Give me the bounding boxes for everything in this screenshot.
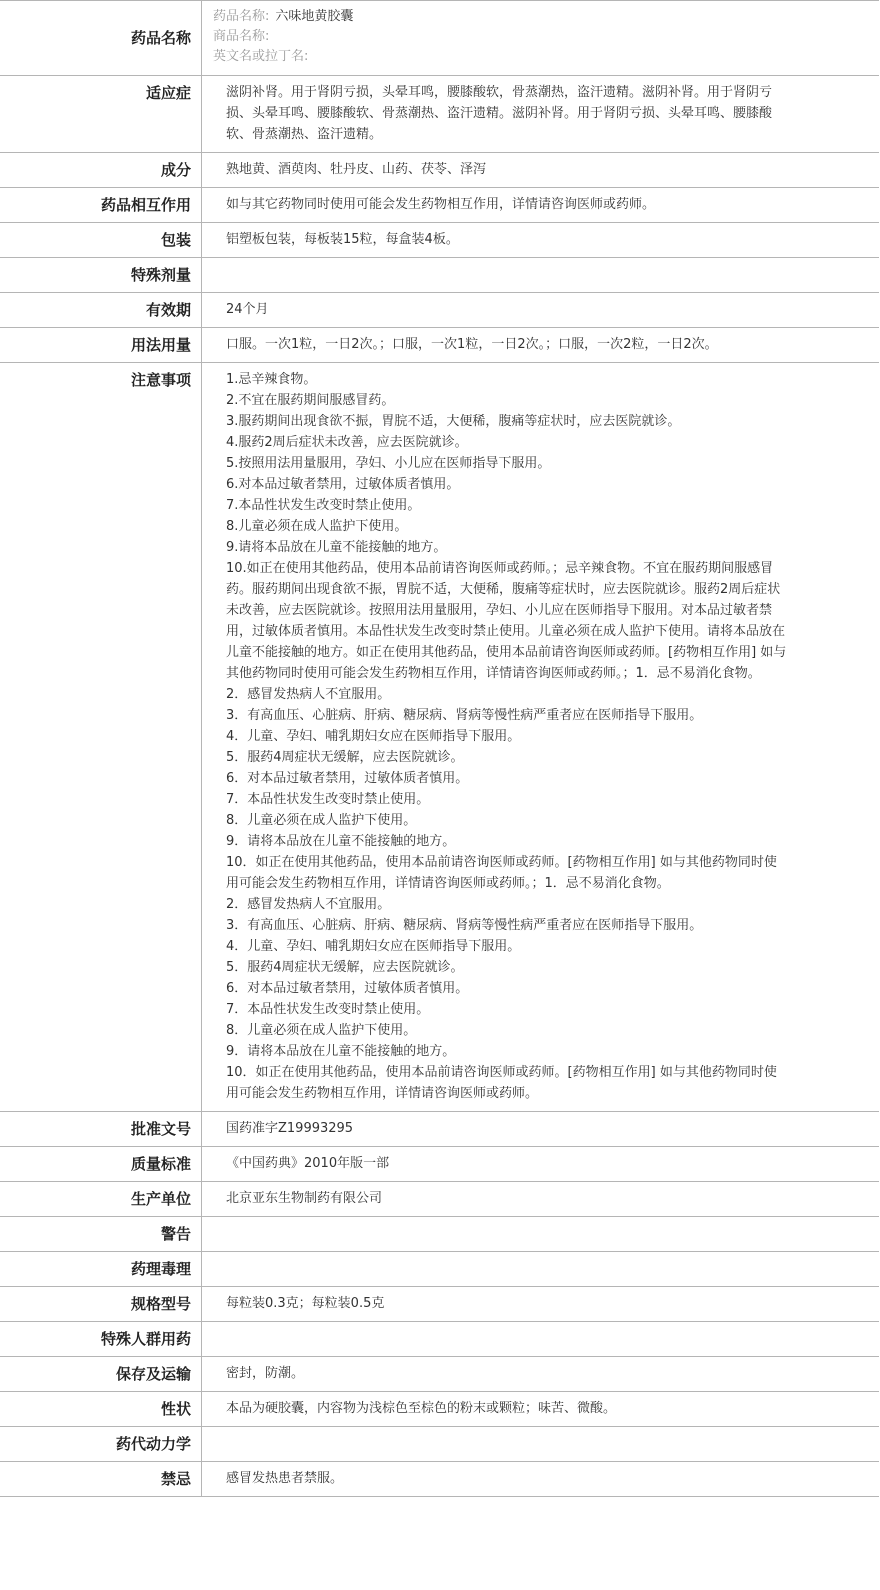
- spec-row: [0, 328, 879, 363]
- row-value-line: 10．如正在使用其他药品，使用本品前请咨询医师或药师。[药物相互作用] 如与其他药物同时使用可能会发生药物相互作用，详情请咨询医师或药师。: [226, 1065, 777, 1101]
- row-drug-name: [0, 1, 879, 76]
- row-label: 性状: [0, 1392, 202, 1427]
- row-value: [202, 258, 880, 293]
- row-value: [202, 1322, 880, 1357]
- row-label: 用法用量: [0, 328, 202, 363]
- row-value-line: 3.服药期间出现食欲不振，胃脘不适，大便稀，腹痛等症状时，应去医院就诊。: [226, 414, 681, 429]
- spec-row: [0, 258, 879, 293]
- row-value-line: 2．感冒发热病人不宜服用。: [226, 897, 391, 912]
- row-value: [202, 1287, 880, 1322]
- row-value: [202, 223, 880, 258]
- row-value-line: 《中国药典》2010年版一部: [226, 1156, 390, 1171]
- row-value-line: 滋阴补肾。用于肾阴亏损，头晕耳鸣，腰膝酸软，骨蒸潮热，盗汗遗精。滋阴补肾。用于肾阴亏损、头晕耳鸣、腰膝酸软、骨蒸潮热、盗汗遗精。滋阴补肾。用于肾阴亏损、头晕耳鸣、腰膝酸软、骨蒸潮热、盗汗遗精。: [226, 85, 773, 142]
- row-label: 药品相互作用: [0, 188, 202, 223]
- row-value-line: 24个月: [226, 302, 269, 317]
- row-value-line: 8．儿童必须在成人监护下使用。: [226, 813, 417, 828]
- spec-row: [0, 1427, 879, 1462]
- row-label: 禁忌: [0, 1462, 202, 1497]
- row-value-line: 北京亚东生物制药有限公司: [226, 1191, 383, 1206]
- trade-name-key: 商品名称:: [213, 29, 270, 44]
- drug-name-cell: [202, 1, 880, 76]
- row-label: 药品名称: [0, 1, 202, 76]
- row-value: [202, 1462, 880, 1497]
- row-value-line: 7.本品性状发生改变时禁止使用。: [226, 498, 421, 513]
- row-label: 药代动力学: [0, 1427, 202, 1462]
- row-value-line: 熟地黄、酒萸肉、牡丹皮、山药、茯苓、泽泻: [226, 162, 487, 177]
- row-label: 成分: [0, 153, 202, 188]
- row-value-line: 本品为硬胶囊，内容物为浅棕色至棕色的粉末或颗粒；味苦、微酸。: [226, 1401, 617, 1416]
- row-label: 特殊人群用药: [0, 1322, 202, 1357]
- row-value: [202, 188, 880, 223]
- row-value-line: 密封，防潮。: [226, 1366, 305, 1381]
- row-value: [202, 1357, 880, 1392]
- row-value-line: 5.按照用法用量服用，孕妇、小儿应在医师指导下服用。: [226, 456, 551, 471]
- row-value-line: 如与其它药物同时使用可能会发生药物相互作用，详情请咨询医师或药师。: [226, 197, 656, 212]
- row-label: 特殊剂量: [0, 258, 202, 293]
- row-value-line: 1.忌辛辣食物。: [226, 372, 317, 387]
- row-value: [202, 1427, 880, 1462]
- row-value-line: 10．如正在使用其他药品，使用本品前请咨询医师或药师。[药物相互作用] 如与其他药物同时使用可能会发生药物相互作用，详情请咨询医师或药师。；1．忌不易消化食物。: [226, 855, 777, 891]
- row-label: 适应症: [0, 76, 202, 153]
- trade-name-line: [213, 27, 869, 47]
- row-value-line: 国药准字Z19993295: [226, 1121, 354, 1136]
- row-value: [202, 1217, 880, 1252]
- row-value-line: 7．本品性状发生改变时禁止使用。: [226, 1002, 430, 1017]
- row-value: [202, 76, 880, 153]
- spec-row: [0, 1462, 879, 1497]
- row-value-line: 9．请将本品放在儿童不能接触的地方。: [226, 834, 456, 849]
- row-label: 保存及运输: [0, 1357, 202, 1392]
- spec-row: [0, 1112, 879, 1147]
- row-value-line: 9．请将本品放在儿童不能接触的地方。: [226, 1044, 456, 1059]
- row-value-line: 4．儿童、孕妇、哺乳期妇女应在医师指导下服用。: [226, 729, 521, 744]
- spec-row: [0, 1392, 879, 1427]
- row-label: 批准文号: [0, 1112, 202, 1147]
- row-value: [202, 363, 880, 1112]
- row-value-line: 2.不宜在服药期间服感冒药。: [226, 393, 395, 408]
- row-label: 包装: [0, 223, 202, 258]
- spec-row: [0, 153, 879, 188]
- row-value: [202, 1182, 880, 1217]
- spec-row: [0, 1217, 879, 1252]
- row-value: [202, 153, 880, 188]
- row-value-line: 4.服药2周后症状未改善，应去医院就诊。: [226, 435, 468, 450]
- generic-name-key: 药品名称:: [213, 9, 270, 24]
- row-value-line: 10.如正在使用其他药品，使用本品前请咨询医师或药师。；忌辛辣食物。不宜在服药期间服感冒药。服药期间出现食欲不振，胃脘不适，大便稀，腹痛等症状时，应去医院就诊。服药2周后症状未改善，应去医院就诊。按照用法用量服用，孕妇、小儿应在医师指导下服用。对本品过敏者禁用，过敏体质者慎用。本品性状发生改变时禁止使用。儿童必须在成人监护下使用。请将本品放在儿童不能接触的地方。如正在使用其他药品，使用本品前请咨询医师或药师。[药物相互作用] 如与其他药物同时使用可能会发生药物相互作用，详情请咨询医师或药师。；1．忌不易消化食物。: [226, 561, 787, 681]
- row-value-line: 6．对本品过敏者禁用，过敏体质者慎用。: [226, 981, 469, 996]
- row-value-line: 口服。一次1粒，一日2次。；口服，一次1粒，一日2次。；口服，一次2粒，一日2次。: [226, 337, 718, 352]
- row-value-line: 3．有高血压、心脏病、肝病、糖尿病、肾病等慢性病严重者应在医师指导下服用。: [226, 708, 703, 723]
- row-label: 生产单位: [0, 1182, 202, 1217]
- spec-row: [0, 188, 879, 223]
- row-value-line: 8.儿童必须在成人监护下使用。: [226, 519, 408, 534]
- row-value-line: 8．儿童必须在成人监护下使用。: [226, 1023, 417, 1038]
- row-value-line: 5．服药4周症状无缓解，应去医院就诊。: [226, 960, 464, 975]
- row-label: 警告: [0, 1217, 202, 1252]
- row-value: [202, 1252, 880, 1287]
- spec-row: [0, 1182, 879, 1217]
- generic-name-line: [213, 7, 869, 27]
- row-value: [202, 293, 880, 328]
- row-value-line: 2．感冒发热病人不宜服用。: [226, 687, 391, 702]
- row-value-line: 7．本品性状发生改变时禁止使用。: [226, 792, 430, 807]
- row-value-line: 9.请将本品放在儿童不能接触的地方。: [226, 540, 447, 555]
- spec-row: [0, 76, 879, 153]
- spec-row: [0, 1357, 879, 1392]
- row-label: 有效期: [0, 293, 202, 328]
- row-value: [202, 328, 880, 363]
- drug-spec-body: [0, 1, 879, 1497]
- english-name-line: [213, 47, 869, 67]
- row-value: [202, 1392, 880, 1427]
- spec-row: [0, 1147, 879, 1182]
- row-value-line: 6．对本品过敏者禁用，过敏体质者慎用。: [226, 771, 469, 786]
- row-value-line: 3．有高血压、心脏病、肝病、糖尿病、肾病等慢性病严重者应在医师指导下服用。: [226, 918, 703, 933]
- spec-row: [0, 1287, 879, 1322]
- row-value-line: 每粒装0.3克；每粒装0.5克: [226, 1296, 385, 1311]
- row-value-line: 6.对本品过敏者禁用，过敏体质者慎用。: [226, 477, 460, 492]
- spec-row: [0, 223, 879, 258]
- row-value: [202, 1147, 880, 1182]
- english-name-key: 英文名或拉丁名:: [213, 49, 309, 64]
- row-label: 药理毒理: [0, 1252, 202, 1287]
- spec-row: [0, 1252, 879, 1287]
- row-value-line: 4．儿童、孕妇、哺乳期妇女应在医师指导下服用。: [226, 939, 521, 954]
- spec-row: [0, 1322, 879, 1357]
- generic-name-value: 六味地黄胶囊: [275, 9, 354, 24]
- row-label: 质量标准: [0, 1147, 202, 1182]
- row-label: 注意事项: [0, 363, 202, 1112]
- row-value: [202, 1112, 880, 1147]
- spec-row: [0, 363, 879, 1112]
- spec-row: [0, 293, 879, 328]
- row-value-line: 铝塑板包装，每板装15粒，每盒装4板。: [226, 232, 459, 247]
- row-label: 规格型号: [0, 1287, 202, 1322]
- row-value-line: 感冒发热患者禁服。: [226, 1471, 344, 1486]
- row-value-line: 5．服药4周症状无缓解，应去医院就诊。: [226, 750, 464, 765]
